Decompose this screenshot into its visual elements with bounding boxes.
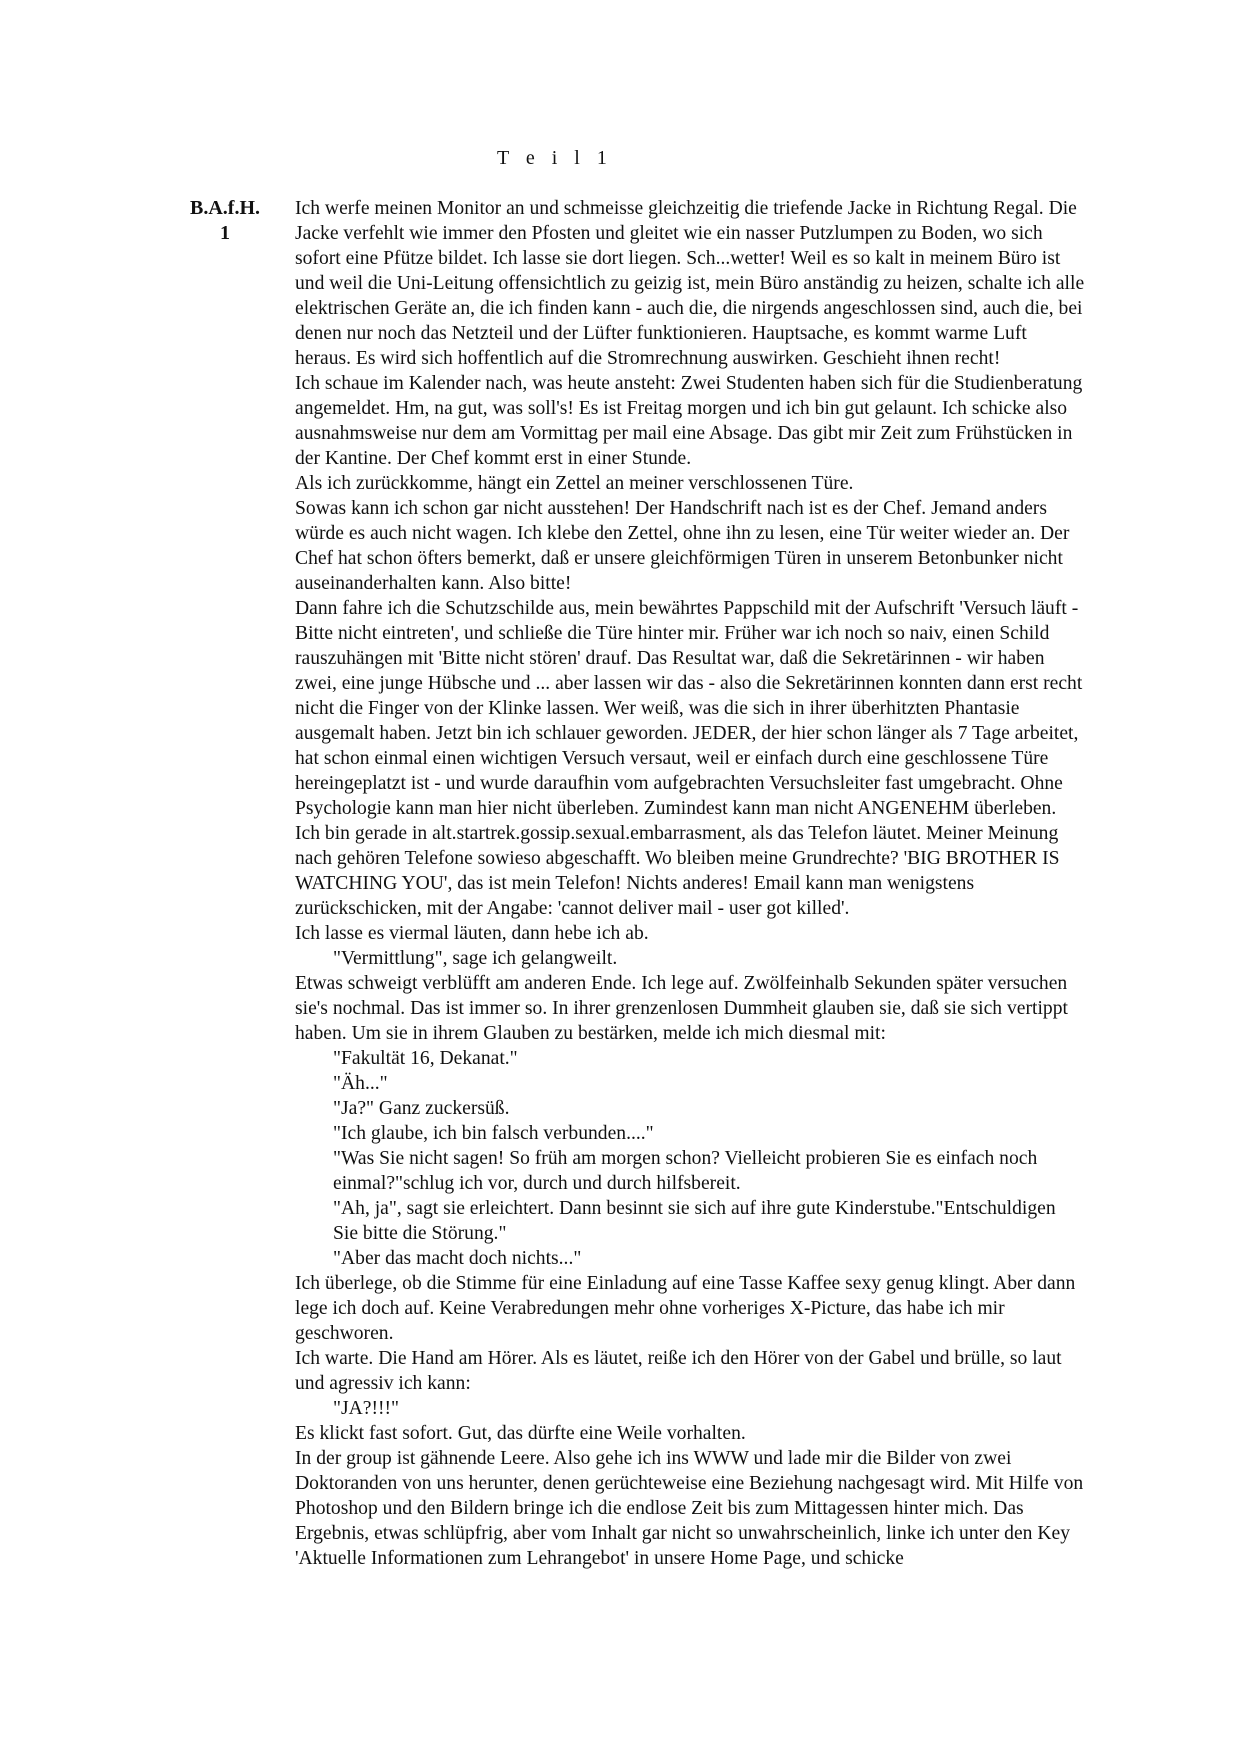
- paragraph: Ich bin gerade in alt.startrek.gossip.sexual.embarrasment, als das Telefon läutet. Meiner Meinung nach gehören Telefone sowieso abgeschafft. Wo bleiben meine Grundrechte? 'BIG BROTHER IS WATCHING YOU', das ist mein Telefon! Nichts anderes! Email kann man wenigstens zurückschicken, mit der Angabe: 'cannot deliver mail - user got killed'.: [295, 823, 1060, 919]
- margin-label-title: B.A.f.H.: [190, 197, 260, 219]
- dialogue-line: "Vermittlung", sage ich gelangweilt.: [333, 948, 618, 969]
- paragraph: Als ich zurückkomme, hängt ein Zettel an meiner verschlossenen Türe.: [295, 473, 854, 494]
- dialogue-line: "Ja?" Ganz zuckersüß.: [333, 1098, 510, 1119]
- paragraph: Dann fahre ich die Schutzschilde aus, mein bewährtes Pappschild mit der Aufschrift 'Versuch läuft - Bitte nicht eintreten', und schließe die Türe hinter mir. Früher war ich noch so naiv, einen Schild rauszuhängen mit 'Bitte nicht stören' drauf. Das Resultat war, daß die Sekretärinnen - wir haben zwei, eine junge Hübsche und ... aber lassen wir das - also die Sekretärinnen konnten dann erst recht nicht die Finger von der Klinke lassen. Wer weiß, was die sich in ihrer überhitzten Phantasie ausgemalt haben. Jetzt bin ich schlauer geworden. JEDER, der hier schon länger als 7 Tage arbeitet, hat schon einmal einen wichtigen Versuch versaut, weil er einfach durch eine geschlossene Türe hereingeplatzt ist - und wurde daraufhin vom aufgebrachten Versuchsleiter fast umgebracht. Ohne Psychologie kann man hier nicht überleben. Zumindest kann man nicht ANGENEHM überleben.: [295, 598, 1083, 819]
- dialogue-line: "Fakultät 16, Dekanat.": [333, 1048, 518, 1069]
- dialogue-line: "Ah, ja", sagt sie erleichtert. Dann besinnt sie sich auf ihre gute Kinderstube."Entschuldigen Sie bitte die Störung.": [333, 1198, 1056, 1244]
- dialogue-line: "Aber das macht doch nichts...": [333, 1248, 582, 1269]
- margin-label: [190, 196, 260, 246]
- paragraph: Sowas kann ich schon gar nicht ausstehen! Der Handschrift nach ist es der Chef. Jemand anders würde es auch nicht wagen. Ich klebe den Zettel, ohne ihn zu lesen, eine Tür weiter wieder an. Der Chef hat schon öfters bemerkt, daß er unsere gleichförmigen Türen in unserem Betonbunker nicht auseinanderhalten kann. Also bitte!: [295, 498, 1070, 594]
- dialogue-line: "JA?!!!": [333, 1398, 400, 1419]
- paragraph: Ich warte. Die Hand am Hörer. Als es läutet, reiße ich den Hörer von der Gabel und brülle, so laut und agressiv ich kann:: [295, 1348, 1062, 1394]
- dialogue-line: "Ich glaube, ich bin falsch verbunden....": [333, 1123, 654, 1144]
- margin-label-number: 1: [220, 222, 230, 244]
- paragraph: Ich überlege, ob die Stimme für eine Einladung auf eine Tasse Kaffee sexy genug klingt. Aber dann lege ich doch auf. Keine Verabredungen mehr ohne vorheriges X-Picture, das habe ich mir geschworen.: [295, 1273, 1076, 1344]
- page-heading: T e i l 1: [497, 147, 613, 169]
- dialogue-line: "Äh...": [333, 1073, 388, 1094]
- paragraph: Ich lasse es viermal läuten, dann hebe ich ab.: [295, 923, 649, 944]
- paragraph: Ich schaue im Kalender nach, was heute ansteht: Zwei Studenten haben sich für die Studienberatung angemeldet. Hm, na gut, was soll's! Es ist Freitag morgen und ich bin gut gelaunt. Ich schicke also ausnahmsweise nur dem am Vormittag per mail eine Absage. Das gibt mir Zeit zum Frühstücken in der Kantine. Der Chef kommt erst in einer Stunde.: [295, 373, 1083, 469]
- body-text: [295, 196, 1085, 1571]
- paragraph: Etwas schweigt verblüfft am anderen Ende. Ich lege auf. Zwölfeinhalb Sekunden später versuchen sie's nochmal. Das ist immer so. In ihrer grenzenlosen Dummheit glauben sie, daß sie sich vertippt haben. Um sie in ihrem Glauben zu bestärken, melde ich mich diesmal mit:: [295, 973, 1068, 1044]
- paragraph: Ich werfe meinen Monitor an und schmeisse gleichzeitig die triefende Jacke in Richtung Regal. Die Jacke verfehlt wie immer den Pfosten und gleitet wie ein nasser Putzlumpen zu Boden, wo sich sofort eine Pfütze bildet. Ich lasse sie dort liegen. Sch...wetter! Weil es so kalt in meinem Büro ist und weil die Uni-Leitung offensichtlich zu geizig ist, mein Büro anständig zu heizen, schalte ich alle elektrischen Geräte an, die ich finden kann - auch die, die nirgends angeschlossen sind, auch die, bei denen nur noch das Netzteil und der Lüfter funktionieren. Hauptsache, es kommt warme Luft heraus. Es wird sich hoffentlich auf die Stromrechnung auswirken. Geschieht ihnen recht!: [295, 198, 1085, 369]
- dialogue-line: "Was Sie nicht sagen! So früh am morgen schon? Vielleicht probieren Sie es einfach noch einmal?"schlug ich vor, durch und durch hilfsbereit.: [333, 1148, 1038, 1194]
- paragraph: Es klickt fast sofort. Gut, das dürfte eine Weile vorhalten.: [295, 1423, 746, 1444]
- paragraph: In der group ist gähnende Leere. Also gehe ich ins WWW und lade mir die Bilder von zwei Doktoranden von uns herunter, denen gerüchteweise eine Beziehung nachgesagt wird. Mit Hilfe von Photoshop und den Bildern bringe ich die endlose Zeit bis zum Mittagessen hinter mich. Das Ergebnis, etwas schlüpfrig, aber vom Inhalt gar nicht so unwahrscheinlich, linke ich unter den Key 'Aktuelle Informationen zum Lehrangebot' in unsere Home Page, und schicke: [295, 1448, 1084, 1569]
